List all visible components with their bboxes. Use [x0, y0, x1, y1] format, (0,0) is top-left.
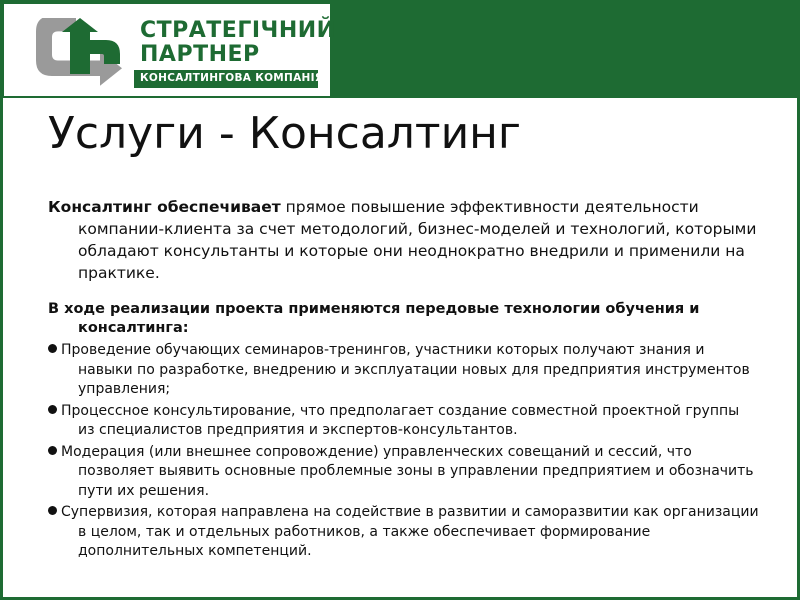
bullet-dot-icon — [48, 506, 57, 515]
bullet-dot-icon — [48, 446, 57, 455]
bullet-text: Проведение обучающих семинаров-тренингов, участники которых получают знания и навыки по разработке, внедрению и эксплуатации новых для предприятия инструментов управления; — [61, 342, 750, 397]
section-heading: В ходе реализации проекта применяются передовые технологии обучения и консалтинга: — [48, 301, 700, 336]
bullet-dot-icon — [48, 344, 57, 353]
logo-line-2: ПАРТНЕР — [140, 42, 260, 67]
bullet-dot-icon — [48, 405, 57, 414]
list-item — [48, 503, 760, 562]
bullet-text: Супервизия, которая направлена на содействие в развитии и саморазвитии как организации в целом, так и отдельных работников, а также обеспечивает формирование дополнительных компетенций. — [61, 504, 759, 559]
intro-paragraph — [48, 196, 760, 284]
logo-line-1: СТРАТЕГІЧНИЙ — [140, 18, 336, 43]
intro-lead: Консалтинг обеспечивает — [48, 198, 281, 216]
company-logo — [4, 4, 336, 96]
bullet-text: Модерация (или внешнее сопровождение) управленческих совещаний и сессий, что позволяет выявить основные проблемные зоны в управлении предприятием и обозначить пути их решения. — [61, 443, 754, 499]
bullet-text: Процессное консультирование, что предполагает создание совместной проектной группы из специалистов предприятия и экспертов-консультантов. — [61, 402, 740, 438]
list-item — [48, 402, 760, 441]
slide-body — [48, 196, 760, 564]
page-title: Услуги - Консалтинг — [48, 108, 522, 159]
list-item — [48, 341, 760, 400]
list-item — [48, 443, 760, 502]
bullet-list — [48, 341, 760, 562]
intro-text: прямое повышение эффективности деятельности компании-клиента за счет методологий, бизнес-моделей и технологий, которыми обладают консультанты и которые они неоднократно внедрили и применили на практике. — [78, 198, 757, 282]
logo-tagline: КОНСАЛТИНГОВА КОМПАНІЯ — [140, 72, 324, 84]
header-bar — [0, 0, 800, 98]
arrows-logo-icon — [30, 18, 126, 88]
